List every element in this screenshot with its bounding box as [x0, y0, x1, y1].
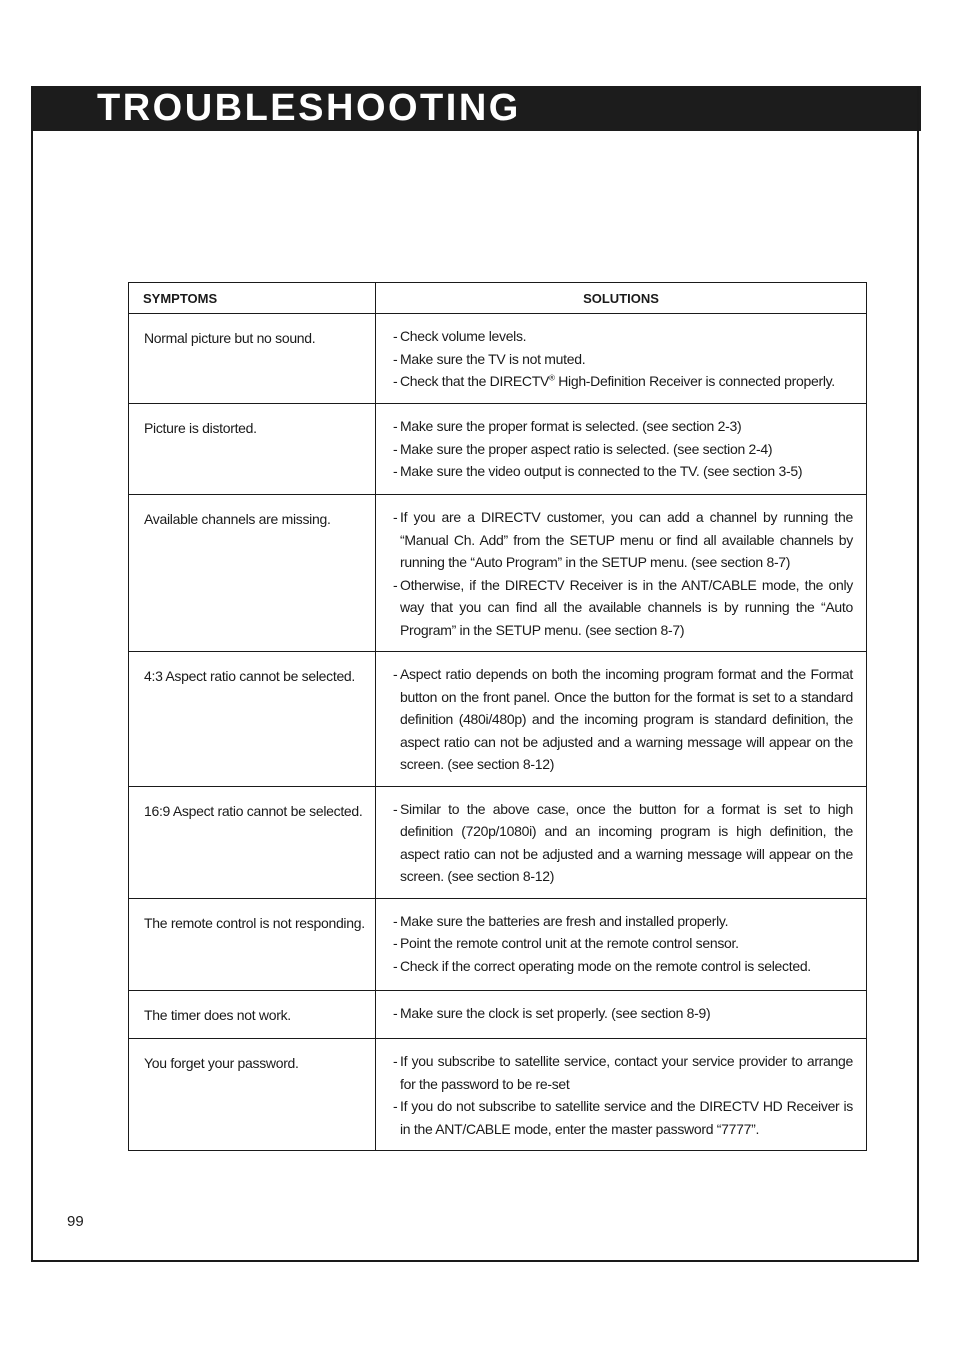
bullet-dash: -	[393, 666, 398, 682]
bullet-dash: -	[393, 1004, 398, 1021]
solution-item	[393, 663, 853, 776]
solution-cell	[376, 786, 867, 898]
symptom-cell: The remote control is not responding.	[129, 898, 376, 990]
bullet-dash: -	[393, 1053, 398, 1069]
symptoms-header: SYMPTOMS	[129, 283, 376, 314]
table-row	[129, 786, 867, 898]
bullet-dash: -	[393, 912, 398, 929]
bullet-dash: -	[393, 463, 398, 479]
bullet-dash: -	[393, 935, 398, 951]
solution-text: If you subscribe to satellite service, contact your service provider to arrange for the password to be re-set	[400, 1053, 853, 1092]
bullet-dash: -	[393, 576, 398, 593]
solution-cell	[376, 404, 867, 495]
solution-cell	[376, 495, 867, 652]
solution-item	[393, 1095, 853, 1140]
table-row	[129, 652, 867, 787]
solution-item	[393, 1002, 853, 1025]
solution-text: Check if the correct operating mode on the remote control is selected.	[400, 957, 811, 974]
table-row	[129, 898, 867, 990]
symptom-cell: 4:3 Aspect ratio cannot be selected.	[129, 652, 376, 787]
symptom-cell: Available channels are missing.	[129, 495, 376, 652]
solution-item	[393, 348, 853, 371]
table-body	[129, 314, 867, 1151]
solution-item	[393, 955, 853, 978]
page-number: 99	[67, 1213, 84, 1230]
solution-cell	[376, 1039, 867, 1151]
solution-item	[393, 325, 853, 348]
solution-text: Similar to the above case, once the button for a format is set to high definition (720p/1080i) and an incoming program is high definition, the aspect ratio can not be adjusted and a warning message will appear on the screen. (see section 8-12)	[400, 800, 853, 884]
solution-text: Otherwise, if the DIRECTV Receiver is in the ANT/CABLE mode, the only way that you can find all the available channels is by running the “Auto Program” in the SETUP menu. (see section 8-7)	[400, 576, 853, 638]
table-header-row	[129, 283, 867, 314]
solution-text: If you are a DIRECTV customer, you can add a channel by running the “Manual Ch. Add” from the SETUP menu or find all available channels by running the “Auto Program” in the SETUP menu. (see section 8-7)	[400, 509, 853, 570]
solution-item	[393, 798, 853, 888]
symptom-cell: The timer does not work.	[129, 990, 376, 1039]
table-row	[129, 1039, 867, 1151]
symptom-cell: 16:9 Aspect ratio cannot be selected.	[129, 786, 376, 898]
registered-mark: ®	[549, 373, 555, 383]
solution-item	[393, 415, 853, 438]
bullet-dash: -	[393, 509, 398, 525]
solution-cell	[376, 898, 867, 990]
bullet-dash: -	[393, 328, 398, 344]
solution-item	[393, 438, 853, 461]
solution-item	[393, 910, 853, 933]
bullet-dash: -	[393, 373, 398, 389]
solution-text: If you do not subscribe to satellite service and the DIRECTV HD Receiver is in the ANT/CABLE mode, enter the master password “7777”.	[400, 1098, 853, 1137]
table-row	[129, 495, 867, 652]
symptom-cell: Picture is distorted.	[129, 404, 376, 495]
table-row	[129, 314, 867, 404]
solution-item	[393, 370, 853, 393]
solution-cell	[376, 314, 867, 404]
page-title: TROUBLESHOOTING	[97, 87, 521, 129]
solution-item	[393, 506, 853, 574]
solution-cell	[376, 990, 867, 1039]
bullet-dash: -	[393, 957, 398, 974]
solution-text: Make sure the TV is not muted.	[400, 350, 586, 367]
troubleshooting-table	[128, 282, 867, 1151]
solution-text: Make sure the clock is set properly. (see section 8-9)	[400, 1004, 711, 1021]
solution-text: Point the remote control unit at the remote control sensor.	[400, 935, 739, 951]
solution-text: Aspect ratio depends on both the incoming program format and the Format button on the front panel. Once the button for the format is set to a standard definition (480i/480p) and the incoming program is standard definition, the aspect ratio can not be adjusted and a warning message will appear on the screen. (see section 8-12)	[400, 666, 853, 772]
table-row	[129, 990, 867, 1039]
symptom-cell: Normal picture but no sound.	[129, 314, 376, 404]
bullet-dash: -	[393, 800, 398, 817]
solution-text: Make sure the batteries are fresh and installed properly.	[400, 912, 729, 929]
solution-text: Check volume levels.	[400, 328, 527, 344]
symptom-cell: You forget your password.	[129, 1039, 376, 1151]
solutions-header: SOLUTIONS	[376, 283, 867, 314]
bullet-dash: -	[393, 440, 398, 457]
solution-item	[393, 574, 853, 642]
bullet-dash: -	[393, 1098, 398, 1114]
solution-text: Check that the DIRECTV® High-Definition Receiver is connected properly.	[400, 373, 835, 389]
bullet-dash: -	[393, 418, 398, 434]
solution-item	[393, 1050, 853, 1095]
bullet-dash: -	[393, 350, 398, 367]
solution-text: Make sure the proper format is selected. (see section 2-3)	[400, 418, 742, 434]
solution-item	[393, 460, 853, 483]
solution-cell	[376, 652, 867, 787]
table-row	[129, 404, 867, 495]
solution-text: Make sure the video output is connected to the TV. (see section 3-5)	[400, 463, 803, 479]
solution-item	[393, 932, 853, 955]
solution-text: Make sure the proper aspect ratio is selected. (see section 2-4)	[400, 440, 773, 457]
